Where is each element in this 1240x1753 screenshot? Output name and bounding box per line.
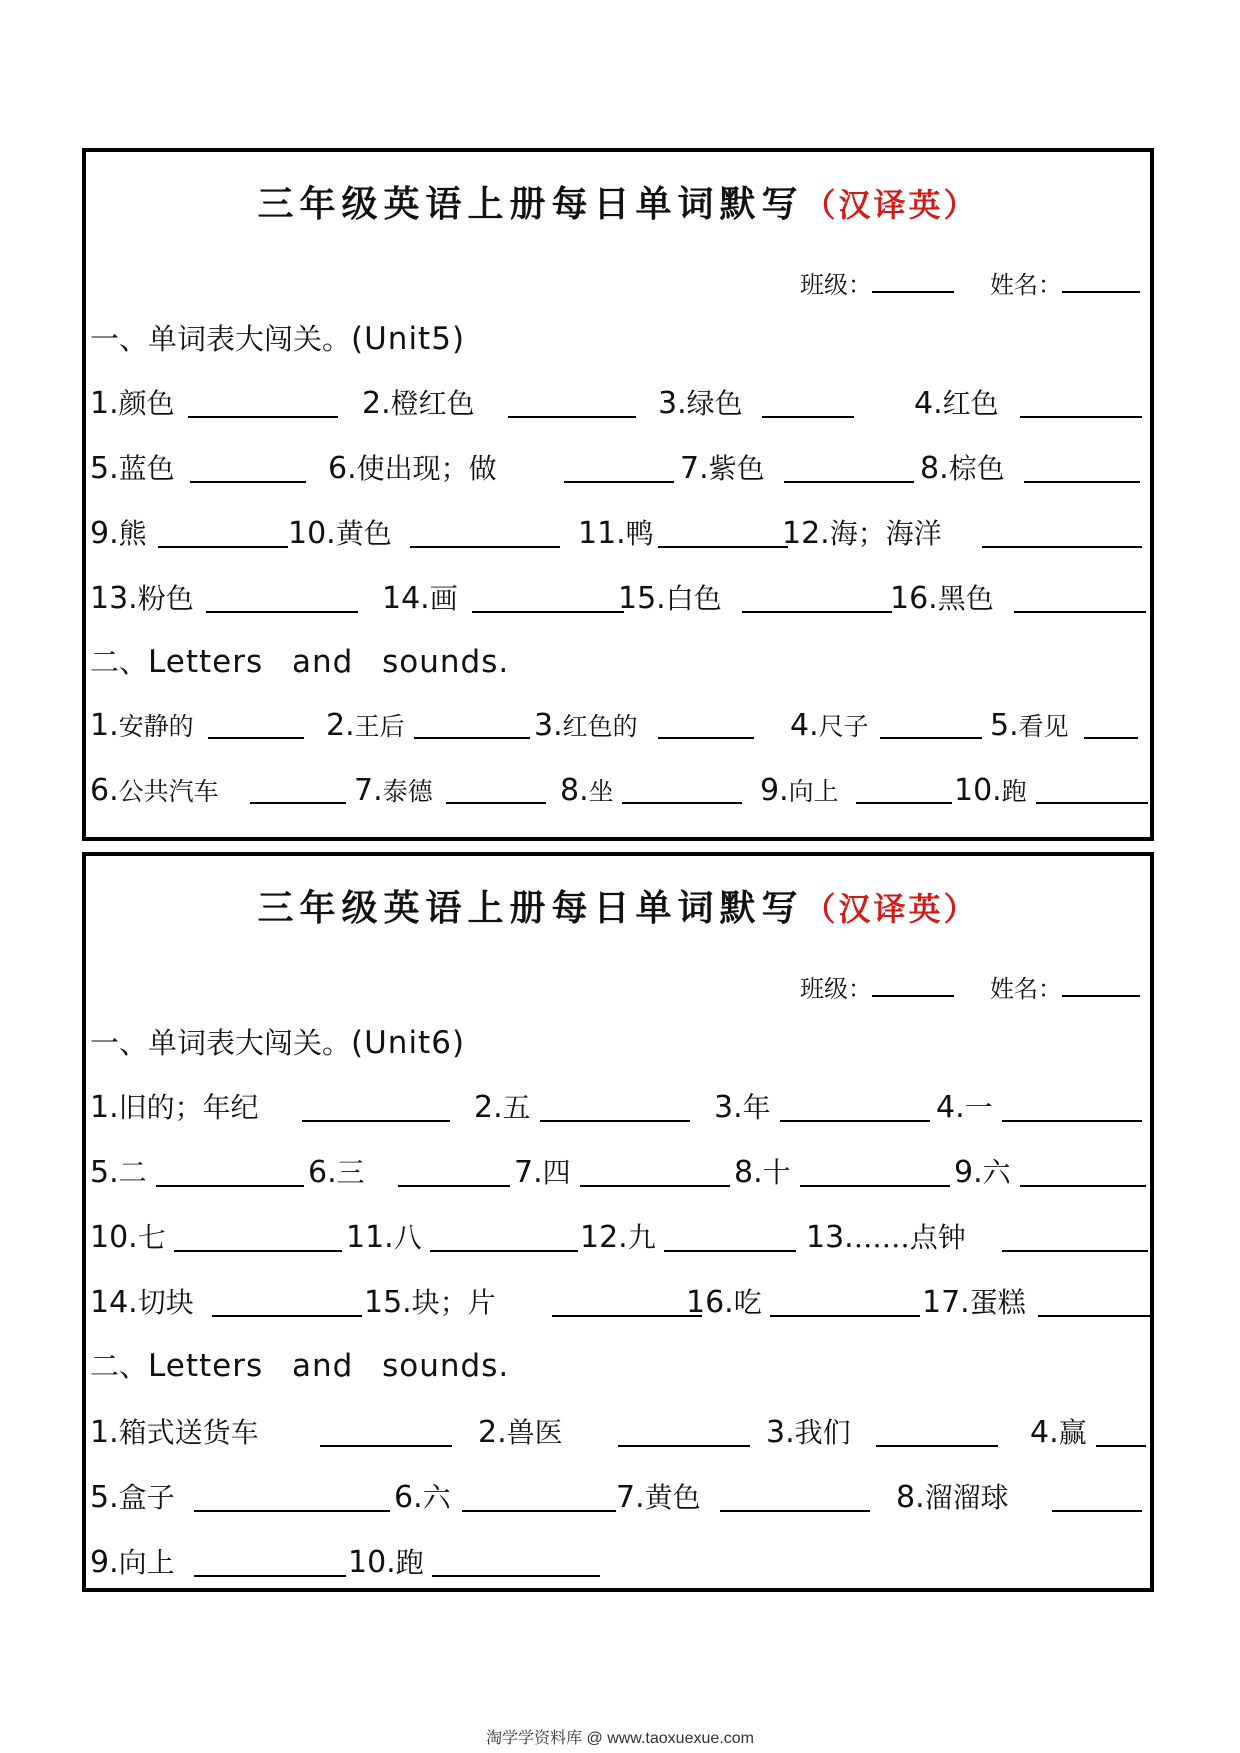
answer-line[interactable] bbox=[658, 546, 788, 548]
answer-line[interactable] bbox=[446, 802, 546, 804]
answer-line[interactable] bbox=[780, 1120, 930, 1122]
class-label: 班级： bbox=[800, 975, 872, 1003]
answer-line[interactable] bbox=[784, 481, 914, 483]
section-letters-heading: 二、Letters and sounds. bbox=[90, 1348, 510, 1384]
letters-item: 1.安静的 bbox=[90, 707, 194, 743]
worksheet-unit5 bbox=[82, 148, 1154, 841]
vocab-item: 9.六 bbox=[954, 1151, 1011, 1191]
answer-line[interactable] bbox=[762, 416, 854, 418]
vocab-item: 10.七 bbox=[90, 1216, 166, 1256]
answer-line[interactable] bbox=[188, 416, 338, 418]
answer-line[interactable] bbox=[1014, 611, 1146, 613]
vocab-item: 8.棕色 bbox=[920, 447, 1005, 487]
vocab-item: 11.鸭 bbox=[578, 512, 654, 552]
answer-line[interactable] bbox=[398, 1185, 510, 1187]
letters-item: 2.王后 bbox=[326, 707, 405, 743]
answer-line[interactable] bbox=[320, 1445, 452, 1447]
vocab-item: 12.海；海洋 bbox=[782, 512, 942, 552]
vocab-item: 5.蓝色 bbox=[90, 447, 175, 487]
answer-line[interactable] bbox=[876, 1445, 998, 1447]
answer-line[interactable] bbox=[564, 481, 674, 483]
answer-line[interactable] bbox=[880, 737, 982, 739]
vocab-item: 11.八 bbox=[346, 1216, 422, 1256]
letters-row-3 bbox=[90, 1541, 1142, 1589]
letters-row-2 bbox=[90, 1476, 1142, 1524]
letters-item: 4.尺子 bbox=[790, 707, 869, 743]
footer-watermark: 淘学学资料库 @ www.taoxuexue.com bbox=[486, 1730, 754, 1747]
section-vocabulary-heading: 一、单词表大闯关。(Unit6) bbox=[90, 1025, 466, 1061]
vocab-row-1 bbox=[90, 382, 1142, 430]
letters-item: 6.六 bbox=[394, 1476, 451, 1516]
answer-line[interactable] bbox=[720, 1510, 870, 1512]
vocab-item: 2.五 bbox=[474, 1086, 531, 1126]
section-letters-heading: 二、Letters and sounds. bbox=[90, 644, 510, 680]
letters-item: 8.坐 bbox=[560, 772, 614, 808]
letters-item: 3.我们 bbox=[766, 1411, 851, 1451]
vocab-item: 13.粉色 bbox=[90, 577, 194, 617]
letters-item: 6.公共汽车 bbox=[90, 772, 219, 808]
answer-line[interactable] bbox=[1038, 1315, 1150, 1317]
answer-line[interactable] bbox=[618, 1445, 750, 1447]
answer-line[interactable] bbox=[664, 1250, 796, 1252]
letters-row-1 bbox=[90, 707, 1142, 755]
vocab-item: 6.使出现；做 bbox=[328, 447, 497, 487]
answer-line[interactable] bbox=[540, 1120, 690, 1122]
worksheet-unit6 bbox=[82, 852, 1154, 1592]
vocab-row-4 bbox=[90, 1281, 1142, 1329]
letters-item: 9.向上 bbox=[760, 772, 839, 808]
answer-line[interactable] bbox=[1024, 481, 1140, 483]
student-info bbox=[800, 969, 1140, 1004]
letters-item: 10.跑 bbox=[348, 1541, 424, 1581]
answer-line[interactable] bbox=[982, 546, 1142, 548]
letters-item: 5.看见 bbox=[990, 707, 1069, 743]
vocab-item: 6.三 bbox=[308, 1151, 365, 1191]
letters-item: 8.溜溜球 bbox=[896, 1476, 1009, 1516]
vocab-item: 7.紫色 bbox=[680, 447, 765, 487]
vocab-item: 4.红色 bbox=[914, 382, 999, 422]
letters-item: 1.箱式送货车 bbox=[90, 1411, 259, 1451]
vocab-item: 15.白色 bbox=[618, 577, 722, 617]
answer-line[interactable] bbox=[1036, 802, 1148, 804]
answer-line[interactable] bbox=[552, 1315, 702, 1317]
vocab-item: 14.切块 bbox=[90, 1281, 194, 1321]
vocab-row-1 bbox=[90, 1086, 1142, 1134]
vocab-item: 8.十 bbox=[734, 1151, 791, 1191]
answer-line[interactable] bbox=[156, 1185, 304, 1187]
name-blank[interactable] bbox=[1062, 269, 1140, 293]
letters-item: 9.向上 bbox=[90, 1541, 175, 1581]
name-label: 姓名： bbox=[990, 271, 1062, 299]
section-vocabulary-heading: 一、单词表大闯关。(Unit5) bbox=[90, 321, 466, 357]
vocab-row-3 bbox=[90, 512, 1142, 560]
letters-item: 2.兽医 bbox=[478, 1411, 563, 1451]
class-blank[interactable] bbox=[872, 269, 954, 293]
answer-line[interactable] bbox=[1020, 416, 1142, 418]
letters-item: 10.跑 bbox=[954, 772, 1027, 808]
vocab-item: 1.颜色 bbox=[90, 382, 175, 422]
letters-item: 7.泰德 bbox=[354, 772, 433, 808]
vocab-item: 16.黑色 bbox=[890, 577, 994, 617]
vocab-row-3 bbox=[90, 1216, 1142, 1264]
vocab-item: 12.九 bbox=[580, 1216, 656, 1256]
vocab-item: 14.画 bbox=[382, 577, 458, 617]
vocab-item: 9.熊 bbox=[90, 512, 147, 552]
vocab-item: 5.二 bbox=[90, 1151, 147, 1191]
answer-line[interactable] bbox=[742, 611, 892, 613]
answer-line[interactable] bbox=[250, 802, 346, 804]
name-label: 姓名： bbox=[990, 975, 1062, 1003]
vocab-item: 7.四 bbox=[514, 1151, 571, 1191]
vocab-item: 2.橙红色 bbox=[362, 382, 475, 422]
vocab-item: 16.吃 bbox=[686, 1281, 762, 1321]
answer-line[interactable] bbox=[410, 546, 560, 548]
class-label: 班级： bbox=[800, 271, 872, 299]
vocab-item: 4.一 bbox=[936, 1086, 993, 1126]
answer-line[interactable] bbox=[206, 611, 358, 613]
answer-line[interactable] bbox=[622, 802, 742, 804]
answer-line[interactable] bbox=[432, 1575, 600, 1577]
answer-line[interactable] bbox=[580, 1185, 730, 1187]
answer-line[interactable] bbox=[658, 737, 754, 739]
answer-line[interactable] bbox=[158, 546, 288, 548]
answer-line[interactable] bbox=[1052, 1510, 1142, 1512]
answer-line[interactable] bbox=[414, 737, 530, 739]
answer-line[interactable] bbox=[770, 1315, 920, 1317]
letters-item: 7.黄色 bbox=[616, 1476, 701, 1516]
vocab-item: 13.……点钟 bbox=[806, 1216, 966, 1256]
title-note: （汉译英） bbox=[803, 890, 979, 928]
worksheet-title: 三年级英语上册每日单词默写（汉译英） bbox=[257, 887, 979, 929]
vocab-row-2 bbox=[90, 1151, 1142, 1199]
letters-row-1 bbox=[90, 1411, 1142, 1459]
letters-item: 4.赢 bbox=[1030, 1411, 1087, 1451]
answer-line[interactable] bbox=[1096, 1445, 1146, 1447]
title-note: （汉译英） bbox=[803, 186, 979, 224]
vocab-item: 3.绿色 bbox=[658, 382, 743, 422]
worksheet-title: 三年级英语上册每日单词默写（汉译英） bbox=[257, 183, 979, 225]
vocab-row-4 bbox=[90, 577, 1142, 625]
answer-line[interactable] bbox=[194, 1510, 390, 1512]
letters-item: 3.红色的 bbox=[534, 707, 638, 743]
name-blank[interactable] bbox=[1062, 973, 1140, 997]
letters-row-2 bbox=[90, 772, 1142, 820]
answer-line[interactable] bbox=[174, 1250, 342, 1252]
vocab-row-2 bbox=[90, 447, 1142, 495]
answer-line[interactable] bbox=[208, 737, 304, 739]
vocab-item: 1.旧的；年纪 bbox=[90, 1086, 259, 1126]
vocab-item: 3.年 bbox=[714, 1086, 771, 1126]
answer-line[interactable] bbox=[430, 1250, 578, 1252]
letters-item: 5.盒子 bbox=[90, 1476, 175, 1516]
answer-line[interactable] bbox=[472, 611, 624, 613]
answer-line[interactable] bbox=[462, 1510, 616, 1512]
answer-line[interactable] bbox=[212, 1315, 362, 1317]
answer-line[interactable] bbox=[800, 1185, 950, 1187]
answer-line[interactable] bbox=[1020, 1185, 1146, 1187]
student-info bbox=[800, 265, 1140, 300]
answer-line[interactable] bbox=[190, 481, 306, 483]
answer-line[interactable] bbox=[1002, 1120, 1142, 1122]
vocab-item: 15.块；片 bbox=[364, 1281, 496, 1321]
answer-line[interactable] bbox=[194, 1575, 346, 1577]
answer-line[interactable] bbox=[1002, 1250, 1148, 1252]
answer-line[interactable] bbox=[508, 416, 636, 418]
vocab-item: 17.蛋糕 bbox=[922, 1281, 1026, 1321]
answer-line[interactable] bbox=[302, 1120, 450, 1122]
answer-line[interactable] bbox=[856, 802, 952, 804]
class-blank[interactable] bbox=[872, 973, 954, 997]
vocab-item: 10.黄色 bbox=[288, 512, 392, 552]
answer-line[interactable] bbox=[1084, 737, 1138, 739]
